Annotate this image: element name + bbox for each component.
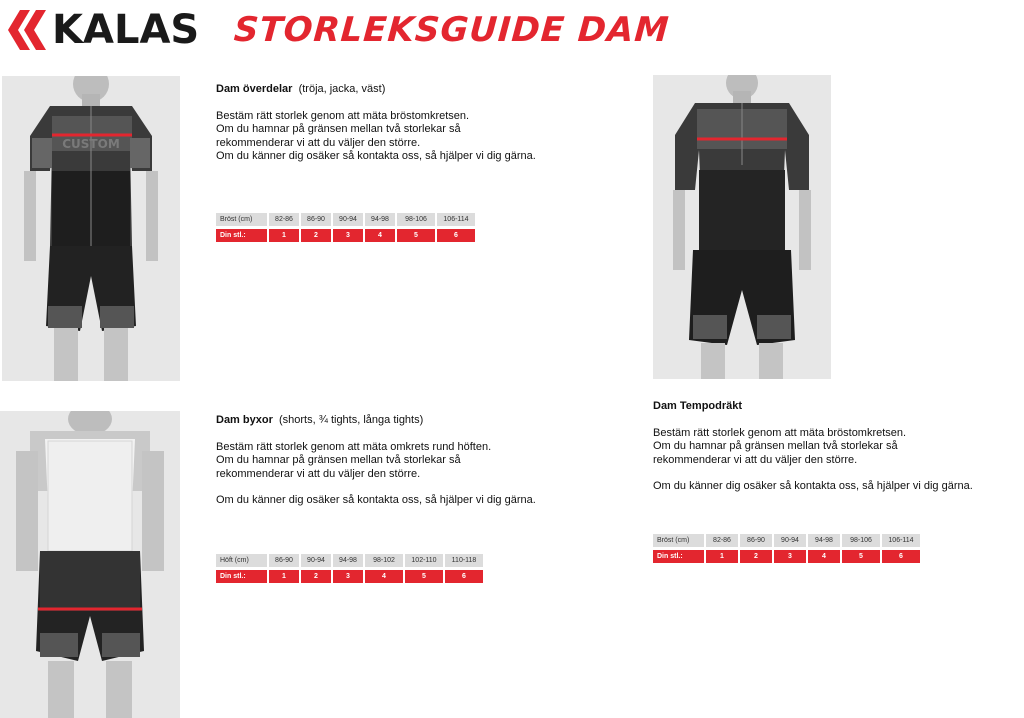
header-label: Bröst (cm) — [653, 534, 704, 547]
jersey-photo — [2, 76, 180, 381]
value-cell: 6 — [445, 570, 483, 583]
value-label: Din stl.: — [216, 570, 267, 583]
size-cell: 94-98 — [333, 554, 363, 567]
description-line: Bestäm rätt storlek genom att mäta bröstomkretsen. — [216, 109, 470, 122]
size-cell: 90-94 — [774, 534, 806, 547]
value-cell: 6 — [882, 550, 920, 563]
value-cell: 2 — [301, 229, 331, 242]
section-title: Dam byxor — [216, 414, 273, 426]
value-cell: 2 — [740, 550, 772, 563]
size-header-row — [216, 554, 483, 567]
size-cell: 86-90 — [301, 213, 331, 226]
value-cell: 4 — [365, 570, 403, 583]
value-cell: 5 — [397, 229, 435, 242]
size-cell: 82-86 — [269, 213, 299, 226]
size-value-row — [216, 570, 483, 583]
value-cell: 3 — [774, 550, 806, 563]
section-tops — [216, 83, 616, 164]
size-cell: 94-98 — [365, 213, 395, 226]
value-cell: 1 — [269, 570, 299, 583]
description-line: Om du hamnar på gränsen mellan två storlekar så — [653, 440, 898, 452]
value-cell: 3 — [333, 229, 363, 242]
size-cell: 82-86 — [706, 534, 738, 547]
section-tempo — [653, 400, 1023, 494]
value-cell: 1 — [706, 550, 738, 563]
size-cell: 98-106 — [842, 534, 880, 547]
section-pants — [216, 414, 616, 508]
tempo-suit-photo — [653, 75, 831, 379]
size-cell: 102-110 — [405, 554, 443, 567]
size-header-row — [653, 534, 920, 547]
header-label: Bröst (cm) — [216, 213, 267, 226]
description-line: Om du känner dig osäker så kontakta oss, så hjälper vi dig gärna. — [216, 150, 536, 162]
value-cell: 6 — [437, 229, 475, 242]
section-title: Dam överdelar — [216, 83, 293, 95]
description-line: rekommenderar vi att du väljer den större. — [216, 467, 421, 480]
description-line: Om du hamnar på gränsen mellan två storlekar så — [216, 454, 461, 466]
kalas-chevron-icon — [6, 8, 48, 52]
size-table-tops — [214, 210, 477, 245]
size-cell: 110-118 — [445, 554, 483, 567]
size-cell: 98-106 — [397, 213, 435, 226]
size-cell: 98-102 — [365, 554, 403, 567]
value-cell: 5 — [842, 550, 880, 563]
page-title: STORLEKSGUIDE DAM — [232, 10, 671, 50]
size-table-tempo — [651, 531, 922, 566]
value-cell: 5 — [405, 570, 443, 583]
value-cell: 3 — [333, 570, 363, 583]
value-cell: 1 — [269, 229, 299, 242]
size-cell: 90-94 — [301, 554, 331, 567]
value-cell: 2 — [301, 570, 331, 583]
contact-note: Om du känner dig osäker så kontakta oss, så hjälper vi dig gärna. — [653, 480, 973, 492]
size-cell: 106-114 — [882, 534, 920, 547]
size-cell: 106-114 — [437, 213, 475, 226]
size-cell: 86-90 — [269, 554, 299, 567]
size-header-row — [216, 213, 475, 226]
section-title: Dam Tempodräkt — [653, 400, 743, 412]
jersey-print: CUSTOM — [62, 137, 120, 151]
size-cell: 94-98 — [808, 534, 840, 547]
description-line: Om du hamnar på gränsen mellan två storlekar så — [216, 123, 461, 135]
size-value-row — [653, 550, 920, 563]
brand-name: KALAS — [52, 7, 200, 53]
size-cell: 90-94 — [333, 213, 363, 226]
description-line: Bestäm rätt storlek genom att mäta omkrets rund höften. — [216, 440, 492, 453]
value-label: Din stl.: — [653, 550, 704, 563]
kalas-logo — [6, 8, 199, 52]
value-cell: 4 — [808, 550, 840, 563]
description-line: rekommenderar vi att du väljer den större. — [653, 453, 858, 466]
size-table-pants — [214, 551, 485, 586]
contact-note: Om du känner dig osäker så kontakta oss, så hjälper vi dig gärna. — [216, 494, 536, 506]
value-label: Din stl.: — [216, 229, 267, 242]
section-subtitle: (tröja, jacka, väst) — [298, 83, 386, 95]
pants-photo — [0, 411, 180, 718]
size-value-row — [216, 229, 475, 242]
value-cell: 4 — [365, 229, 395, 242]
description-line: rekommenderar vi att du väljer den större. — [216, 136, 421, 149]
header-label: Höft (cm) — [216, 554, 267, 567]
description-line: Bestäm rätt storlek genom att mäta bröstomkretsen. — [653, 426, 907, 439]
section-subtitle: (shorts, ¾ tights, långa tights) — [278, 414, 424, 426]
size-cell: 86-90 — [740, 534, 772, 547]
